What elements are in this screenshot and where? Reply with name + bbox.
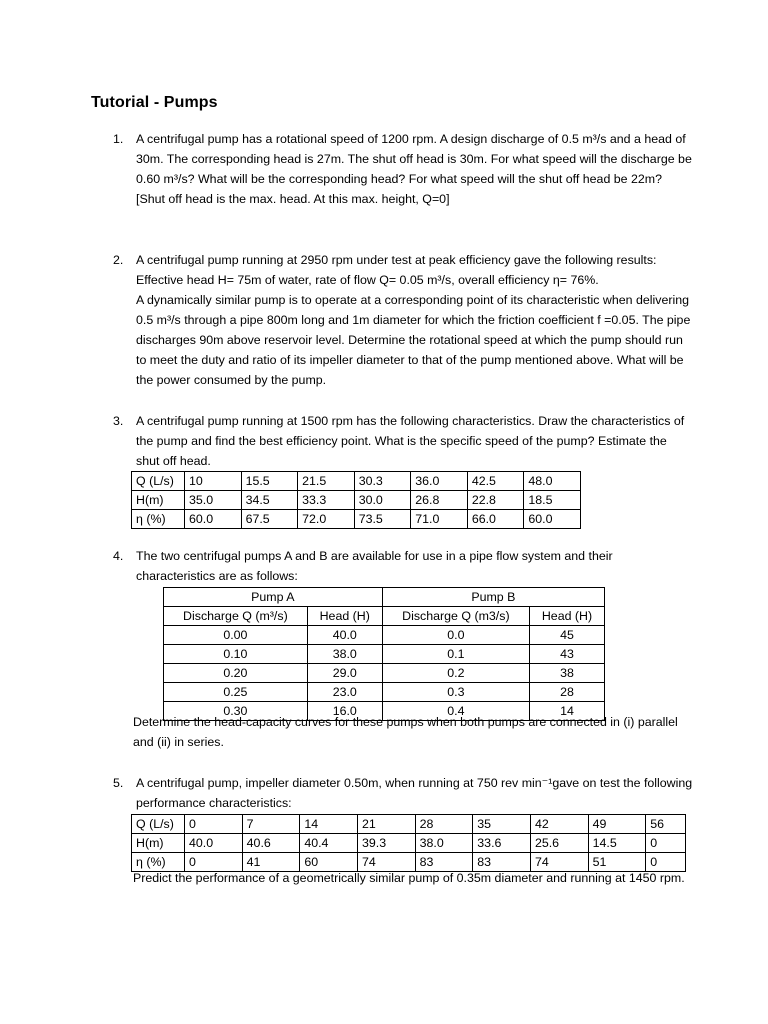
table-cell: 28: [530, 683, 605, 702]
table-cell: 36.0: [411, 472, 468, 491]
table-cell: 67.5: [241, 510, 298, 529]
question-line: Effective head H= 75m of water, rate of flow Q= 0.05 m³/s, overall efficiency η= 76%.: [136, 273, 599, 287]
question-1: [113, 129, 693, 209]
question-number: 2.: [113, 253, 124, 267]
table-row: [132, 510, 581, 529]
table-cell: 40.0: [185, 834, 243, 853]
question-5: [113, 773, 693, 813]
performance-table: [131, 814, 686, 872]
table-cell: 28: [415, 815, 473, 834]
table-row: [164, 607, 605, 626]
table-cell: 43: [530, 645, 605, 664]
table-cell: 41: [242, 853, 300, 872]
table-cell: 40.0: [307, 626, 382, 645]
table-cell: 25.6: [530, 834, 588, 853]
characteristics-table: [131, 471, 581, 529]
table-row: [132, 491, 581, 510]
table-cell: 0.0: [382, 626, 529, 645]
table-cell: 14: [530, 702, 605, 721]
table-cell: 40.4: [300, 834, 358, 853]
table-cell: 30.3: [354, 472, 411, 491]
question-2: [113, 250, 693, 390]
question-text: A centrifugal pump, impeller diameter 0.50m, when running at 750 rev min⁻¹gave on test the following performance characteristics:: [136, 776, 693, 810]
table-cell: 42.5: [467, 472, 524, 491]
table-cell: 33.3: [298, 491, 355, 510]
table-cell: 10: [185, 472, 242, 491]
table-cell: 38.0: [415, 834, 473, 853]
table-cell: η (%): [132, 853, 185, 872]
column-header: Discharge Q (m3/s): [382, 607, 529, 626]
table-cell: η (%): [132, 510, 185, 529]
table-cell: 14: [300, 815, 358, 834]
question-3: [113, 411, 693, 471]
question-line: A centrifugal pump running at 2950 rpm under test at peak efficiency gave the following results:: [136, 253, 657, 267]
column-header: Head (H): [307, 607, 382, 626]
table-cell: 74: [357, 853, 415, 872]
question-text: Determine the head-capacity curves for these pumps when both pumps are connected in (i) parallel and (ii) in series.: [133, 715, 678, 749]
table-cell: 18.5: [524, 491, 581, 510]
table-cell: 34.5: [241, 491, 298, 510]
table-cell: 0.30: [164, 702, 308, 721]
table-cell: 14.5: [588, 834, 646, 853]
question-text: A centrifugal pump running at 1500 rpm has the following characteristics. Draw the characteristics of the pump and find the best efficiency point. What is the specific speed of the pump? Estimate the shut off head.: [136, 414, 685, 468]
table-cell: 38: [530, 664, 605, 683]
question-number: 1.: [113, 132, 124, 146]
table-cell: 49: [588, 815, 646, 834]
table-cell: 73.5: [354, 510, 411, 529]
table-cell: 66.0: [467, 510, 524, 529]
pump-a-header: Pump A: [164, 588, 383, 607]
table-cell: 0.2: [382, 664, 529, 683]
table-cell: 60.0: [524, 510, 581, 529]
page-title: Tutorial - Pumps: [91, 94, 218, 111]
table-cell: 7: [242, 815, 300, 834]
table-cell: 0.1: [382, 645, 529, 664]
column-header: Head (H): [530, 607, 605, 626]
table-cell: 22.8: [467, 491, 524, 510]
question-text: The two centrifugal pumps A and B are available for use in a pipe flow system and their characteristics are as follows:: [136, 549, 613, 583]
pump-comparison-table: [163, 587, 605, 721]
table-cell: 16.0: [307, 702, 382, 721]
question-4-followup: [113, 712, 693, 752]
table-cell: 30.0: [354, 491, 411, 510]
table-cell: 0.25: [164, 683, 308, 702]
table-cell: 35.0: [185, 491, 242, 510]
table-row: [164, 588, 605, 607]
table-cell: 26.8: [411, 491, 468, 510]
question-number: 5.: [113, 776, 124, 790]
table-cell: 0.3: [382, 683, 529, 702]
table-cell: 38.0: [307, 645, 382, 664]
table-cell: 35: [473, 815, 531, 834]
table-cell: 0: [185, 815, 243, 834]
table-cell: 29.0: [307, 664, 382, 683]
table-row: [164, 683, 605, 702]
table-cell: 51: [588, 853, 646, 872]
table-cell: 0.00: [164, 626, 308, 645]
table-row: [132, 472, 581, 491]
table-cell: 39.3: [357, 834, 415, 853]
question-text: A dynamically similar pump is to operate at a corresponding point of its characteristic when delivering 0.5 m³/s through a pipe 800m long and 1m diameter for which the friction coefficient f =0.05. The pipe discharges 90m above reservoir level. Determine the rotational speed at which the pump should run to meet the duty and ratio of its impeller diameter to that of the pump mentioned above. What will be the power consumed by the pump.: [136, 293, 691, 387]
table-cell: 72.0: [298, 510, 355, 529]
table-cell: 71.0: [411, 510, 468, 529]
table-cell: 56: [646, 815, 686, 834]
table-cell: 0: [185, 853, 243, 872]
table-cell: 83: [473, 853, 531, 872]
table-cell: 33.6: [473, 834, 531, 853]
table-row: [164, 664, 605, 683]
table-cell: 60: [300, 853, 358, 872]
table-cell: H(m): [132, 834, 185, 853]
table-cell: 21: [357, 815, 415, 834]
question-4: [113, 546, 693, 586]
question-number: 3.: [113, 414, 124, 428]
pump-b-header: Pump B: [382, 588, 604, 607]
table-cell: 45: [530, 626, 605, 645]
table-cell: 0: [646, 853, 686, 872]
table-cell: 21.5: [298, 472, 355, 491]
table-cell: 0.4: [382, 702, 529, 721]
table-row: [132, 815, 686, 834]
question-5-followup: [113, 868, 693, 888]
table-row: [132, 834, 686, 853]
table-cell: 74: [530, 853, 588, 872]
question-text: A centrifugal pump has a rotational speed of 1200 rpm. A design discharge of 0.5 m³/s and a head of 30m. The corresponding head is 27m. The shut off head is 30m. For what speed will the discharge be 0.60 m³/s? What will be the corresponding head? For what speed will the shut off head be 22m?: [136, 132, 692, 186]
table-cell: 0: [646, 834, 686, 853]
table-cell: 83: [415, 853, 473, 872]
table-row: [164, 645, 605, 664]
question-number: 4.: [113, 549, 124, 563]
question-note: [Shut off head is the max. head. At this max. height, Q=0]: [136, 192, 450, 206]
table-cell: 48.0: [524, 472, 581, 491]
table-cell: 42: [530, 815, 588, 834]
table-cell: 40.6: [242, 834, 300, 853]
table-row: [164, 626, 605, 645]
table-cell: Q (L/s): [132, 472, 185, 491]
column-header: Discharge Q (m³/s): [164, 607, 308, 626]
table-cell: 60.0: [185, 510, 242, 529]
table-cell: Q (L/s): [132, 815, 185, 834]
table-cell: 15.5: [241, 472, 298, 491]
table-cell: 0.20: [164, 664, 308, 683]
question-text: Predict the performance of a geometrically similar pump of 0.35m diameter and running at 1450 rpm.: [133, 871, 685, 885]
table-cell: H(m): [132, 491, 185, 510]
table-cell: 23.0: [307, 683, 382, 702]
table-cell: 0.10: [164, 645, 308, 664]
